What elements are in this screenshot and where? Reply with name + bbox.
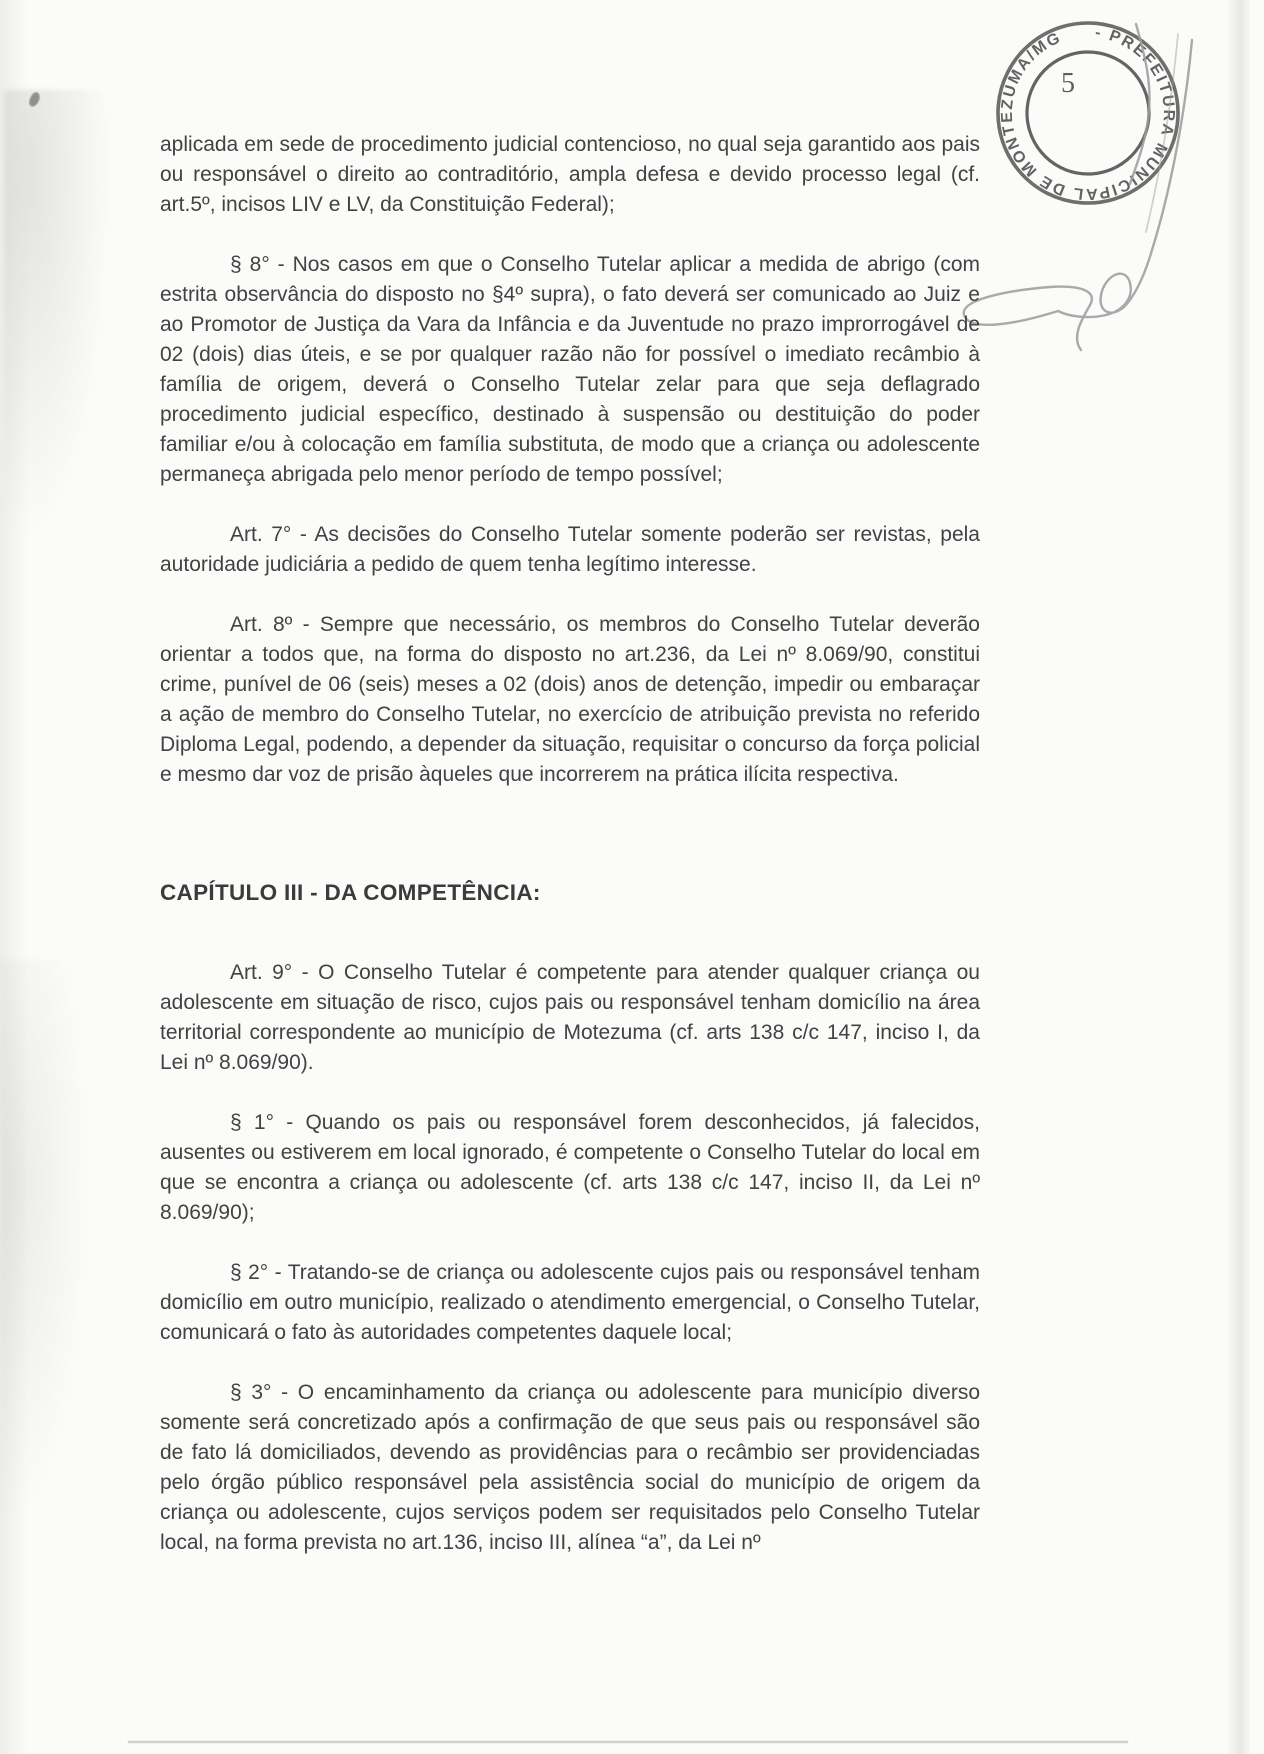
paragraph: Art. 7° - As decisões do Conselho Tutelar somente poderão ser revistas, pela autoridade judiciária a pedido de quem tenha legítimo interesse. bbox=[160, 523, 980, 576]
signature-stroke bbox=[964, 287, 1092, 350]
paragraph: § 1° - Quando os pais ou responsável forem desconhecidos, já falecidos, ausentes ou estiverem em local ignorado, é competente o Conselho Tutelar do local em que se encontra a criança ou adolescente (cf. arts 138 c/c 147, inciso II, da Lei nº 8.069/90); bbox=[160, 1111, 980, 1224]
scan-smudge bbox=[4, 90, 114, 550]
paragraph: aplicada em sede de procedimento judicial contencioso, no qual seja garantido aos pais ou responsável o direito ao contraditório, ampla defesa e devido processo legal (cf. art.5º, incisos LIV e LV, da Constituição Federal); bbox=[160, 133, 980, 216]
scan-smudge bbox=[0, 960, 90, 1520]
municipal-stamp bbox=[985, 10, 1191, 216]
paragraph: Art. 9° - O Conselho Tutelar é competente para atender qualquer criança ou adolescente em situação de risco, cujos pais ou responsável tenham domicílio na área territorial correspondente ao município de Motezuma (cf. arts 138 c/c 147, inciso I, da Lei nº 8.069/90). bbox=[160, 961, 980, 1074]
scan-bottom-line bbox=[128, 1741, 1128, 1743]
stamp-outer-ring bbox=[990, 15, 1185, 210]
page-number: 5 bbox=[1061, 68, 1075, 99]
paragraph: § 3° - O encaminhamento da criança ou adolescente para município diverso somente será concretizado após a confirmação de que seus pais ou responsável são de fato lá domiciliados, devendo as providências para o recâmbio ser providenciadas pelo órgão público responsável pela assistência social do município de origem da criança ou adolescente, cujos serviços podem ser requisitados pelo Conselho Tutelar local, na forma prevista no art.136, inciso III, alínea “a”, da Lei nº bbox=[160, 1381, 980, 1554]
paragraph: Art. 8º - Sempre que necessário, os membros do Conselho Tutelar deverão orientar a todos que, na forma do disposto no art.236, da Lei nº 8.069/90, constitui crime, punível de 06 (seis) meses a 02 (dois) anos de detenção, impedir ou embaraçar a ação de membro do Conselho Tutelar, no exercício de atribuição prevista no referido Diploma Legal, podendo, a depender da situação, requisitar o concurso da força policial e mesmo dar voz de prisão àqueles que incorrerem na prática ilícita respectiva. bbox=[160, 613, 980, 786]
stamp-inner-ring bbox=[1022, 47, 1154, 179]
paragraph: § 2° - Tratando-se de criança ou adolescente cujos pais ou responsável tenham domicílio em outro município, realizado o atendimento emergencial, o Conselho Tutelar, comunicará o fato às autoridades competentes daquele local; bbox=[160, 1261, 980, 1344]
document-body bbox=[160, 130, 980, 1588]
chapter-heading: CAPÍTULO III - DA COMPETÊNCIA: bbox=[160, 880, 541, 905]
paragraph: § 8° - Nos casos em que o Conselho Tutelar aplicar a medida de abrigo (com estrita observância do disposto no §4º supra), o fato deverá ser comunicado ao Juiz e ao Promotor de Justiça da Vara da Infância e da Juventude no prazo improrrogável de 02 (dois) dias úteis, e se por qualquer razão não for possível o imediato recâmbio à família de origem, deverá o Conselho Tutelar zelar para que seja deflagrado procedimento judicial específico, destinado à suspensão ou destituição do poder familiar e/ou à colocação em família substituta, de modo que a criança ou adolescente permaneça abrigada pelo menor período de tempo possível; bbox=[160, 253, 980, 486]
stamp-ring-text: - PREFEITURA MUNICIPAL DE MONTEZUMA/MG bbox=[998, 24, 1178, 203]
scan-edge-shadow-right bbox=[1228, 0, 1250, 1754]
